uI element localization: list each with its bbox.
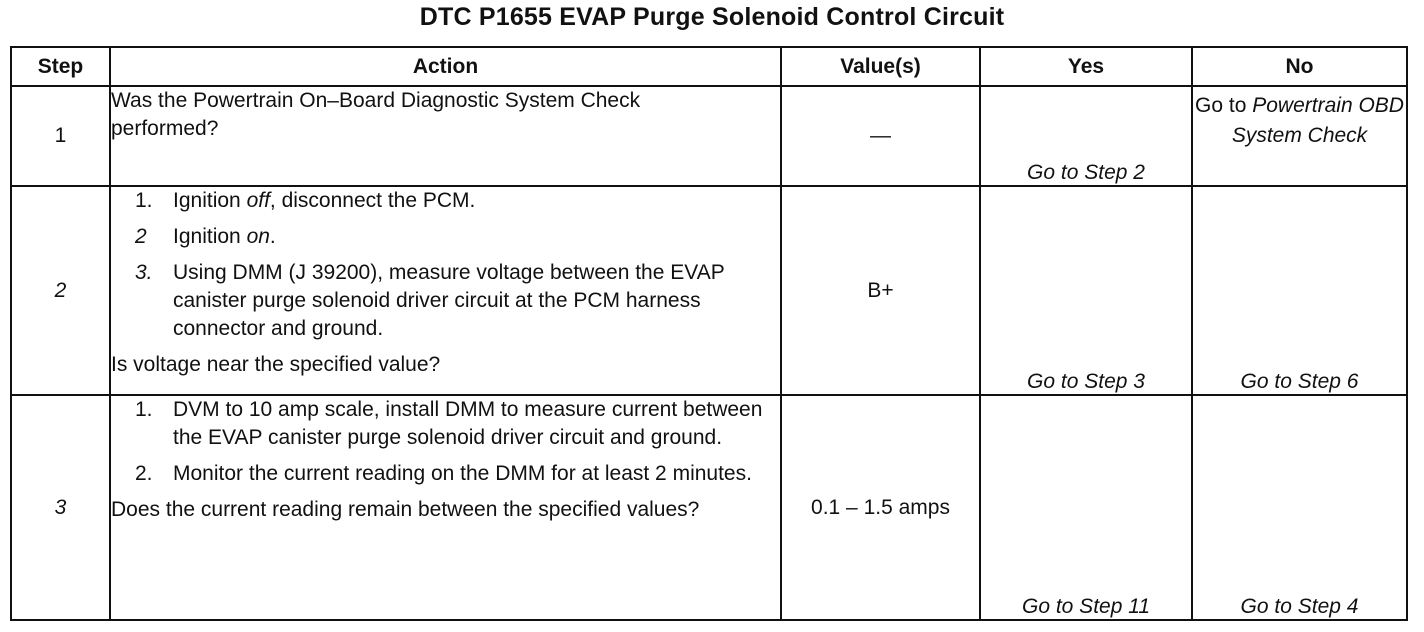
step-number: 1 — [11, 86, 110, 186]
list-item — [111, 259, 780, 343]
list-item — [111, 223, 780, 251]
yes-link[interactable]: Go to Step 3 — [1027, 370, 1145, 393]
substep-number: 1. — [135, 398, 153, 421]
no-link[interactable]: Go to Step 6 — [1240, 370, 1359, 393]
substep-text: Ignition — [173, 189, 241, 212]
yes-link[interactable]: Go to Step 2 — [1027, 161, 1145, 184]
table-row — [11, 395, 1407, 620]
value-text: 0.1 – 1.5 amps — [811, 495, 950, 519]
yes-cell — [980, 186, 1192, 395]
list-item — [111, 460, 780, 488]
no-link[interactable]: Powertrain OBD System Check — [1231, 94, 1404, 147]
substep-text: Using DMM (J 39200), measure voltage between the EVAP canister purge solenoid driver circuit at the PCM harness connector and ground. — [173, 261, 725, 340]
yes-link[interactable]: Go to Step 11 — [1021, 595, 1151, 618]
substep-number: 2 — [135, 225, 147, 248]
action-cell — [110, 186, 781, 395]
value-cell — [781, 395, 980, 620]
page-title: DTC P1655 EVAP Purge Solenoid Control Circuit — [419, 3, 1005, 31]
value-cell — [781, 186, 980, 395]
no-prefix: Go to — [1195, 94, 1247, 117]
action-question: Was the Powertrain On–Board Diagnostic System Check performed? — [111, 89, 641, 140]
value-cell — [781, 86, 980, 186]
header-step: Step — [11, 47, 110, 86]
substep-list — [111, 187, 780, 343]
value-text: B+ — [867, 278, 894, 302]
action-question: Does the current reading remain between the specified values? — [111, 498, 700, 521]
step-number: 2 — [11, 186, 110, 395]
substep-text: , disconnect the PCM. — [269, 189, 476, 212]
substep-emphasis: on — [246, 225, 270, 248]
substep-text: . — [269, 225, 276, 248]
substep-emphasis: off — [246, 189, 270, 212]
substep-text: Ignition — [173, 225, 241, 248]
header-no: No — [1192, 47, 1407, 86]
header-row — [11, 47, 1407, 86]
action-cell — [110, 86, 781, 186]
no-cell — [1192, 86, 1407, 186]
list-item — [111, 396, 780, 452]
action-question: Is voltage near the specified value? — [111, 353, 441, 376]
list-item — [111, 187, 780, 215]
substep-text: Monitor the current reading on the DMM for at least 2 minutes. — [173, 462, 752, 485]
header-action: Action — [110, 47, 781, 86]
diagnostic-table — [10, 46, 1408, 621]
substep-text: DVM to 10 amp scale, install DMM to measure current between the EVAP canister purge solenoid driver circuit and ground. — [173, 398, 763, 449]
substep-list — [111, 396, 780, 488]
substep-number: 3. — [135, 261, 153, 284]
table-row — [11, 186, 1407, 395]
table-row — [11, 86, 1407, 186]
yes-cell — [980, 86, 1192, 186]
header-values: Value(s) — [781, 47, 980, 86]
no-link[interactable]: Go to Step 4 — [1240, 595, 1359, 618]
action-cell — [110, 395, 781, 620]
step-number: 3 — [11, 395, 110, 620]
substep-number: 2. — [135, 462, 153, 485]
substep-number: 1. — [135, 189, 153, 212]
header-yes: Yes — [980, 47, 1192, 86]
no-cell — [1192, 395, 1407, 620]
value-text: — — [870, 124, 891, 147]
yes-cell — [980, 395, 1192, 620]
no-cell — [1192, 186, 1407, 395]
